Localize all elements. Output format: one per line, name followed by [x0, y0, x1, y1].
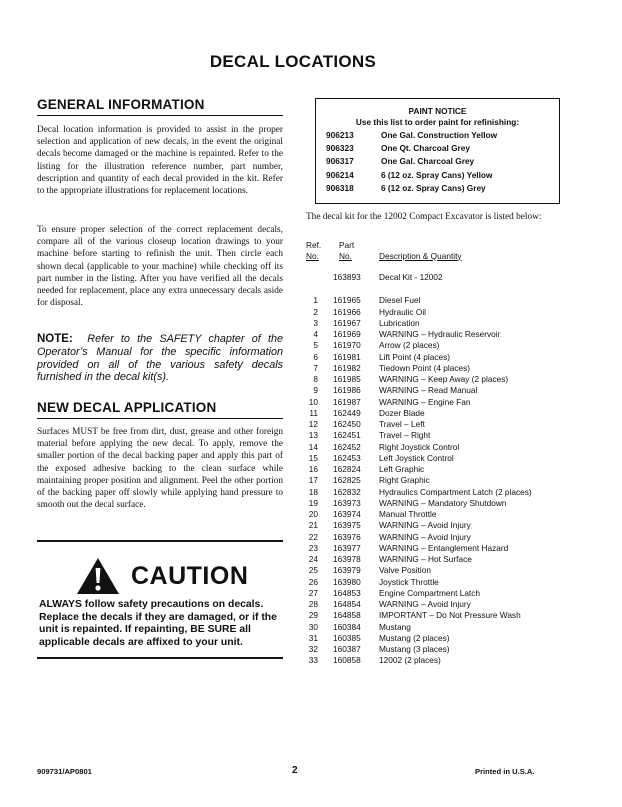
paint-notice-subtitle: Use this list to order paint for refinishing:: [355, 117, 520, 127]
paint-description: One Gal. Construction Yellow: [381, 130, 498, 140]
decal-ref-no: 32: [308, 644, 318, 654]
decal-ref-no: 31: [308, 632, 318, 643]
decal-part-no: 164858: [333, 610, 361, 621]
decal-row: [306, 340, 586, 351]
decal-row: [306, 295, 586, 306]
general-information-heading: GENERAL INFORMATION: [37, 97, 283, 116]
decal-description: Lubrication: [379, 317, 420, 328]
decal-row: [306, 464, 586, 475]
decal-description: Mustang (2 places): [379, 632, 450, 643]
caution-text: ALWAYS follow safety precautions on decals. Replace the decals if they are damaged, or if the unit is repainted. If repainting, BE SURE all applicable decals are affixed to your unit.: [39, 599, 277, 649]
decal-ref-no: 19: [308, 497, 318, 508]
decal-row: [306, 307, 586, 318]
decal-row: [306, 419, 586, 430]
note-label: NOTE:: [37, 333, 73, 345]
decal-description: WARNING – Hydraulic Reservoir: [379, 329, 501, 339]
decal-row: [306, 509, 586, 520]
decal-description: Engine Compartment Latch: [379, 587, 481, 598]
paint-description: 6 (12 oz. Spray Cans) Grey: [381, 182, 486, 193]
decal-part-no: 163978: [333, 554, 361, 564]
paint-item: [316, 170, 559, 183]
ref-header: [306, 240, 321, 261]
decal-description: 12002 (2 places): [379, 655, 441, 666]
decal-row: [306, 543, 586, 554]
decal-ref-no: 20: [308, 509, 318, 519]
decal-row: [306, 520, 586, 531]
decal-row: [306, 565, 586, 576]
decal-ref-no: 1: [313, 295, 318, 306]
decal-part-no: 161981: [333, 351, 361, 362]
general-information-section: [37, 97, 283, 116]
table-header: [306, 240, 576, 264]
decal-part-no: 163979: [333, 565, 361, 576]
general-paragraph-2: To ensure proper selection of the correct replacement decals, compare all of the various closeup location drawings to your machine before starting to refinish the unit. Then circle each shown decal (applicable to your machine) while checking off its part number in the listing. After you have verified all the decals needed for replacement, place any extra unnecessary decals aside for disposal.: [37, 225, 283, 309]
decal-part-no: 164853: [333, 587, 361, 598]
decal-ref-no: 14: [308, 441, 318, 452]
new-decal-paragraph: Surfaces MUST be free from dirt, dust, grease and other foreign material before applying the new decal. To apply, remove the smaller portion of the decal backing paper and apply this part of the exposed adhesive backing to the clean surface while maintaining proper position and alignment. Peel the other portion of the backing paper off slowly while applying hand pressure to smooth out the decal surface.: [37, 427, 283, 511]
paint-code: 906318: [326, 182, 354, 193]
decal-description: WARNING – Avoid Injury: [379, 599, 471, 609]
decal-row: [306, 532, 586, 543]
decal-row: [306, 487, 586, 498]
decal-part-no: 162825: [333, 475, 361, 486]
caution-header: [37, 548, 283, 598]
paint-description: One Qt. Charcoal Grey: [381, 143, 470, 154]
decal-row: [306, 363, 586, 374]
decal-part-no: 163975: [333, 520, 361, 531]
decal-ref-no: 9: [313, 385, 318, 396]
decal-row: [306, 374, 586, 385]
decal-ref-no: 25: [308, 565, 318, 576]
page-number: 2: [292, 765, 298, 776]
decal-description: Mustang (3 places): [379, 644, 450, 654]
decal-description: Mustang: [379, 621, 411, 632]
part-header-line-1: Part: [339, 240, 355, 250]
decal-row: [306, 442, 586, 453]
decal-part-no: 162832: [333, 486, 361, 497]
decal-ref-no: 23: [308, 542, 318, 553]
decal-part-no: 160387: [333, 644, 361, 654]
decal-row: [306, 610, 586, 621]
warning-triangle-icon: [75, 556, 121, 596]
decal-ref-no: 21: [308, 520, 318, 531]
decal-row: [306, 577, 586, 588]
decal-description: Diesel Fuel: [379, 295, 421, 306]
new-decal-section: [37, 400, 283, 419]
decal-description: Joystick Throttle: [379, 576, 439, 587]
decal-ref-no: 7: [313, 362, 318, 373]
paint-item: [316, 143, 559, 156]
decal-row: [306, 498, 586, 509]
decal-part-no: 163973: [333, 497, 361, 508]
decal-part-no: 161966: [333, 306, 361, 317]
decal-ref-no: 22: [308, 531, 318, 542]
decal-ref-no: 12: [308, 419, 318, 429]
decal-rows: [306, 295, 586, 666]
decal-ref-no: 16: [308, 464, 318, 474]
paint-item: [316, 130, 559, 143]
decal-description: Hydraulic Oil: [379, 306, 427, 317]
decal-row: [306, 599, 586, 610]
decal-row: [306, 655, 586, 666]
paint-item: [316, 156, 559, 169]
decal-row: [306, 318, 586, 329]
decal-ref-no: 4: [313, 329, 318, 339]
decal-row: [306, 408, 586, 419]
general-paragraph-1: Decal location information is provided to assist in the proper selection and application of new decals, in the event the original decals become damaged or the machine is repainted. Refer to the listing for the illustration reference number, part number, description and quantity of each decal provided in the kit. Refer to the appropriate illustrations for replacement locations.: [37, 125, 283, 197]
decal-part-no: 164854: [333, 599, 361, 609]
decal-row: [306, 588, 586, 599]
decal-ref-no: 24: [308, 554, 318, 564]
footer-printed: Printed in U.S.A.: [475, 767, 535, 776]
decal-description: IMPORTANT – Do Not Pressure Wash: [379, 610, 521, 621]
decal-part-no: 162450: [333, 419, 361, 429]
decal-ref-no: 26: [308, 576, 318, 587]
decal-description: Tiedown Point (4 places): [379, 362, 471, 373]
decal-description: WARNING – Read Manual: [379, 385, 478, 396]
decal-description: Right Joystick Control: [379, 441, 460, 452]
ref-header-line-2: No.: [306, 250, 319, 261]
paint-description: 6 (12 oz. Spray Cans) Yellow: [381, 169, 493, 180]
ref-header-line-1: Ref.: [306, 240, 322, 250]
kit-description: Decal Kit - 12002: [379, 272, 443, 282]
decal-description: Arrow (2 places): [379, 340, 440, 351]
decal-ref-no: 15: [308, 452, 318, 463]
decal-part-no: 161986: [333, 385, 361, 396]
decal-ref-no: 8: [313, 374, 318, 384]
new-decal-heading: NEW DECAL APPLICATION: [37, 400, 283, 419]
decal-ref-no: 18: [308, 486, 318, 497]
paint-code: 906214: [326, 169, 354, 180]
decal-part-no: 163976: [333, 531, 361, 542]
decal-description: Left Graphic: [379, 464, 425, 474]
paint-notice-title: PAINT NOTICE: [408, 106, 467, 116]
decal-part-no: 161982: [333, 362, 361, 373]
decal-description: WARNING – Avoid Injury: [379, 520, 471, 531]
kit-row: [306, 272, 586, 283]
decal-row: [306, 453, 586, 464]
decal-ref-no: 5: [313, 340, 318, 351]
caution-box: [37, 540, 283, 659]
decal-row: [306, 430, 586, 441]
decal-row: [306, 397, 586, 408]
decal-part-no: 162452: [333, 441, 361, 452]
decal-part-no: 160384: [333, 621, 361, 632]
decal-part-no: 162453: [333, 452, 361, 463]
decal-part-no: 161967: [333, 317, 361, 328]
decal-row: [306, 475, 586, 486]
kit-part-no: 163893: [333, 272, 361, 282]
decal-ref-no: 33: [308, 655, 318, 666]
paint-list: [316, 130, 559, 196]
description-header: Description & Quantity: [379, 250, 462, 261]
part-header-line-2: No.: [339, 250, 352, 261]
decal-description: Right Graphic: [379, 475, 430, 486]
part-header: [339, 240, 354, 261]
decal-part-no: 162824: [333, 464, 361, 474]
decal-description: WARNING – Engine Fan: [379, 396, 471, 407]
decal-part-no: 163980: [333, 576, 361, 587]
decal-part-no: 160385: [333, 632, 361, 643]
kit-intro: The decal kit for the 12002 Compact Excavator is listed below:: [306, 212, 542, 222]
decal-description: WARNING – Mandatory Shutdown: [379, 497, 507, 508]
paint-code: 906323: [326, 143, 354, 154]
decal-row: [306, 644, 586, 655]
decal-description: Valve Position: [379, 565, 431, 576]
decal-description: WARNING – Hot Surface: [379, 554, 472, 564]
decal-part-no: 162451: [333, 430, 361, 441]
decal-description: Travel – Right: [379, 430, 431, 441]
decal-part-no: 160858: [333, 655, 361, 666]
decal-part-no: 161985: [333, 374, 361, 384]
decal-description: WARNING – Avoid Injury: [379, 531, 471, 542]
decal-ref-no: 29: [308, 610, 318, 621]
decal-description: WARNING – Entanglement Hazard: [379, 542, 509, 553]
decal-part-no: 161987: [333, 396, 361, 407]
paint-notice-box: [315, 98, 560, 204]
decal-part-no: 161969: [333, 329, 361, 339]
paint-code: 906213: [326, 130, 354, 140]
caution-word: CAUTION: [131, 562, 249, 590]
decal-ref-no: 30: [308, 621, 318, 632]
decal-ref-no: 2: [313, 306, 318, 317]
paint-code: 906317: [326, 156, 354, 167]
note-text: Refer to the SAFETY chapter of the Operator’s Manual for the specific information provided on all of the various safety decals furnished in the decal kit(s).: [37, 333, 283, 384]
decal-description: Manual Throttle: [379, 509, 437, 519]
decal-ref-no: 27: [308, 587, 318, 598]
decal-row: [306, 554, 586, 565]
decal-part-no: 161965: [333, 295, 361, 306]
decal-ref-no: 3: [313, 317, 318, 328]
decal-ref-no: 11: [309, 407, 318, 418]
decal-part-no: 161970: [333, 340, 361, 351]
paint-item: [316, 183, 559, 196]
decal-ref-no: 10: [308, 396, 318, 407]
decal-description: Lift Point (4 places): [379, 351, 451, 362]
decal-description: Left Joystick Control: [379, 452, 454, 463]
decal-description: Hydraulics Compartment Latch (2 places): [379, 486, 532, 497]
decal-row: [306, 329, 586, 340]
footer-doc-number: 909731/AP0801: [37, 767, 92, 776]
decal-row: [306, 385, 586, 396]
page-title: DECAL LOCATIONS: [209, 52, 377, 71]
safety-note: [37, 333, 283, 384]
decal-description: Dozer Blade: [379, 407, 425, 418]
paint-description: One Gal. Charcoal Grey: [381, 156, 475, 167]
decal-ref-no: 13: [308, 430, 318, 441]
decal-ref-no: 6: [313, 351, 318, 362]
decal-row: [306, 622, 586, 633]
decal-row: [306, 633, 586, 644]
decal-description: WARNING – Keep Away (2 places): [379, 374, 509, 384]
decal-ref-no: 28: [308, 599, 318, 609]
decal-part-no: 162449: [333, 407, 361, 418]
decal-part-no: 163977: [333, 542, 361, 553]
decal-part-no: 163974: [333, 509, 361, 519]
decal-ref-no: 17: [308, 475, 318, 486]
decal-list: [306, 272, 586, 667]
decal-description: Travel – Left: [379, 419, 425, 429]
decal-row: [306, 352, 586, 363]
